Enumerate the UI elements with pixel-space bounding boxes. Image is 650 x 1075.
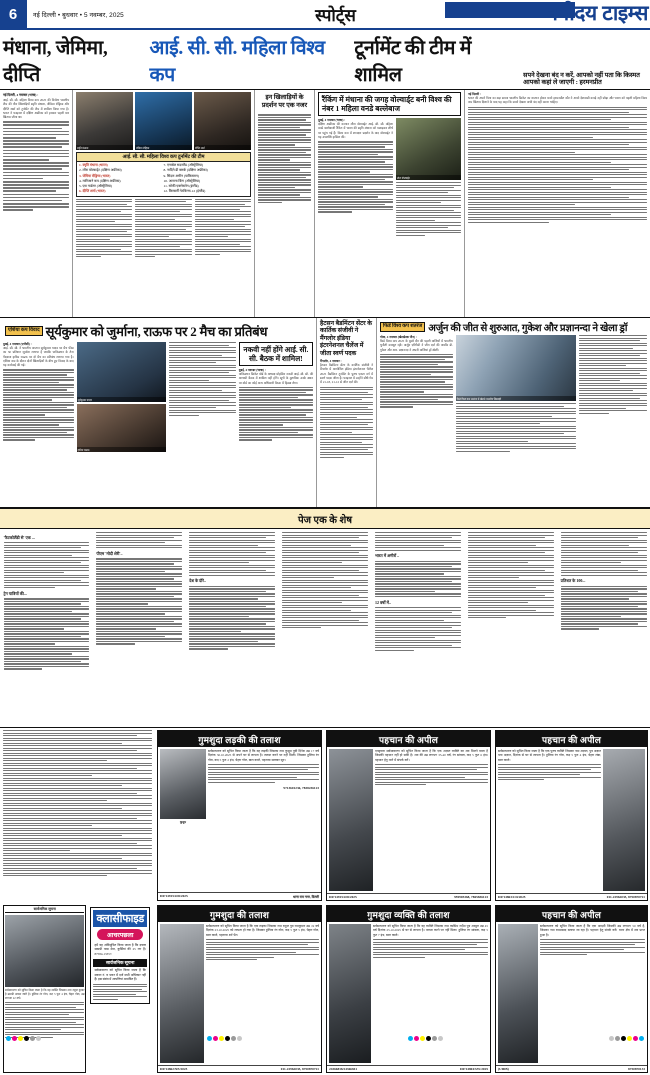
ad-missing-person-1[interactable] xyxy=(157,905,322,1073)
rest-subhead: 12 वर्षों में.. xyxy=(374,599,391,605)
masthead xyxy=(0,0,650,30)
chess-photo xyxy=(456,335,576,401)
missing-person-photo xyxy=(160,749,206,819)
ad-missing-girl[interactable] xyxy=(157,730,322,901)
rest-filler xyxy=(375,532,461,551)
ad-text xyxy=(540,924,645,1063)
surya-photos xyxy=(77,342,166,452)
lead-headline-row xyxy=(0,30,650,90)
page-rest-zone xyxy=(0,529,650,727)
ad-title: गुमशुदा व्यक्ति की तलाश xyxy=(327,906,490,922)
badminton-dateline: मैंगलोर, 4 नवम्बर : xyxy=(320,359,342,364)
rest-filler xyxy=(561,532,647,576)
classified-column xyxy=(88,905,152,1073)
player-photo-rodrigues xyxy=(135,92,192,150)
classified-body: हमें यह अधिसूचित किया जाता है कि दफ्तर सामग्री पास मेज, कुर्सियां की 25 नग हैं। 87584-13357. xyxy=(94,943,146,956)
team-member: 4. मारिजाने कप (दक्षिण अफ्रीका) xyxy=(79,178,121,183)
ad-description: सर्वसाधारण को सूचित किया जाता है कि एक लड़का जिसका नाम राहुल पुत्र रामकुमार उम्र 19 वर्ष दिनांक 23.10.2025 को लापता हो गया है। जिसका हुलिया रंग गोरा, कद 5 फुट 5 इंच, चेहरा गोल, बाल काले, पहनावा शर्ट पेंट। xyxy=(206,924,319,937)
ad-body xyxy=(158,747,321,892)
ad-address: थाना राम नगर, दिल्ली xyxy=(292,895,319,900)
team-member: 10. अलाना किंग (ऑस्ट्रेलिया) xyxy=(163,178,201,183)
rest-column-1 xyxy=(0,529,93,727)
surya-rauf-photo xyxy=(77,342,166,402)
team-member: 3. जेमिमा रोड्रिग्स (भारत) xyxy=(79,173,111,178)
chess-headline: अर्जुन की जीत से शुरुआत, गुकेश और प्रज्ञानन्दा ने खेला ड्रॉ xyxy=(428,323,628,334)
rest-column-5 xyxy=(371,529,464,727)
missing-person-photo xyxy=(329,924,371,1063)
rauf-photo xyxy=(77,404,166,452)
ad-body xyxy=(496,747,647,893)
rest-column-3 xyxy=(186,529,279,727)
chess-photo-wrap xyxy=(456,335,576,453)
photo-caption: हारिस राऊफ xyxy=(77,447,166,452)
volvaardt-photo xyxy=(396,118,461,180)
ad-description: सर्वसाधारण को सूचित किया जाता है कि वह व्यक्ति जिसका नाम कासिम नदीम पुत्र अब्दुल उम्र 45 वर्ष दिनांक 25.10.2025 से घर से लापता है। तलाश करने पर नहीं मिला। हुलिया रंग सांवला, कद 5 फुट 7 इंच, बाल काले। xyxy=(373,924,488,937)
ad-identification-appeal-2[interactable] xyxy=(495,730,648,901)
lead-body: आई. सी. सी. महिला विश्व कप 2025 की विजेता भारतीय टीम की तीन खिलाड़ियों स्मृति मंधाना, जेमिमा रोड्रिग्स और दीप्ति शर्मा को टूर्नामेंट की टीम में शामिल किया गया है। भारत ने फाइनल में दक्षिण अफ्रीका को हराकर पहली बार खिताब जीता था। xyxy=(3,98,69,120)
ad-title: पहचान की अपील xyxy=(496,731,647,747)
rest-column-7 xyxy=(557,529,650,727)
ranking-body: दक्षिण अफ्रीका की कप्तान लौरा वोल्वार्ड्ट आई. सी. सी. महिला वनडे बल्लेबाजी रैंकिंग में भारत की स्मृति मंधाना को पछाड़कर शीर्ष पर पहुंच गई हैं। विश्व कप में शानदार प्रदर्शन के बाद वोल्वार्ड्ट ने यह उपलब्धि हासिल की। xyxy=(318,122,393,140)
ad-phone: 24366838/24366841 xyxy=(329,1067,358,1072)
rest-filler xyxy=(4,598,90,669)
chess-filler-1 xyxy=(380,354,453,408)
lead-callout: इन खिलाड़ियों के प्रदर्शन पर एक नजर xyxy=(261,94,308,109)
player-photo-mandhana xyxy=(76,92,133,150)
ad-dp-number: DP/14804/SW/2025 xyxy=(460,1067,488,1072)
badminton-headline: हैटसन बैडमिंटन सेंटर के कार्तिक संजीवी ने मैंगलोर इंडिया इंटरनेशनल चैलेंज में जीता स्वर्ण पदक xyxy=(320,320,372,357)
ad-filler xyxy=(498,764,601,780)
naqvi-filler xyxy=(239,387,313,441)
classified-filler xyxy=(93,984,147,1000)
ranking-headline-box xyxy=(318,92,461,116)
section-title: स्पोर्ट्स xyxy=(315,5,356,25)
rest-filler xyxy=(468,532,554,618)
surya-headline-row xyxy=(3,320,313,341)
ad-filler xyxy=(540,939,645,955)
paper-name: नवोदय टाइम्स xyxy=(546,2,648,25)
left-continuation-column xyxy=(0,728,155,903)
ad-identification-appeal-1[interactable] xyxy=(326,730,491,901)
harmanpreet-dateline: नई दिल्ली : xyxy=(468,92,481,96)
team-list-title: आई. सी. सी. महिला विश्व कप टूर्नामेंट की टीम xyxy=(77,153,250,162)
rest-subhead: ट्रेन यात्रियों की... xyxy=(3,590,27,596)
chess-body-row xyxy=(380,335,647,453)
unidentified-photo xyxy=(498,924,538,1063)
ranking-photo-filler xyxy=(396,182,461,236)
classified-ads-row-2 xyxy=(0,903,650,1075)
classified-body-2: सर्वसाधारण को सूचित किया जाता है कि मकान नं. व भवन में दर्ज सभी अधिकार नहीं हैं। इस संबंध में आपत्तियां आमंत्रित हैं। xyxy=(94,968,146,982)
ad-footer xyxy=(327,893,490,900)
middle-story-zone xyxy=(0,318,650,508)
team-list-right xyxy=(164,163,249,195)
rest-filler xyxy=(96,532,182,548)
ad-dp-number: DP/14915/OD/2025 xyxy=(160,894,188,899)
classified-subhead: सार्वजनिक सूचना xyxy=(93,959,147,967)
rest-column-6 xyxy=(464,529,557,727)
rest-filler xyxy=(4,542,90,588)
ad-header: सार्वजनिक सूचना xyxy=(5,907,84,913)
photo-caption: जेमिमा रोड्रिग्स xyxy=(135,145,192,150)
ad-description: सर्वसाधारण को सूचित किया जाता है कि एक आदमी जिसकी उम्र लगभग 50 वर्ष है, जिसका नाम रामप्रसाद बताया जा रहा है। पहचान हेतु संपर्क करें। थाना क्षेत्र में शव प्राप्त हुआ है। xyxy=(540,924,645,937)
ranking-dateline: दुबई, 4 नवम्बर (भाषा) : xyxy=(318,118,346,123)
chess-headline-row xyxy=(380,320,647,335)
ad-body xyxy=(496,922,647,1065)
cmyk-marks-left xyxy=(6,1036,41,1041)
rest-filler xyxy=(375,561,461,597)
ad-filler xyxy=(5,1002,84,1038)
ad-title: पहचान की अपील xyxy=(496,906,647,922)
rest-filler xyxy=(96,558,182,644)
team-member: 12. किम्बर्ली नेटकिन्स-12 (इंग्लैंड) xyxy=(163,189,206,194)
rest-subhead: भारत में अमीरों .. xyxy=(374,553,400,559)
ad-identification-appeal-3[interactable] xyxy=(495,905,648,1073)
ad-phone: 9713601236, 7838236123 xyxy=(283,785,319,790)
ad-phone: 959905368, 7865836123 xyxy=(454,895,488,900)
surya-filler-2 xyxy=(169,342,236,452)
callout-filler xyxy=(258,114,311,203)
ad-footer xyxy=(158,892,321,900)
chess-text xyxy=(380,335,453,453)
ad-phone: 8750870133 xyxy=(628,1067,645,1072)
callout-column xyxy=(254,90,314,317)
ad-dp-number: DP/14862/NE/2025 xyxy=(160,1067,188,1072)
ad-description: सर्वसाधारण को सूचित किया जाता है कि वह लड़की जिसका नाम कुसुम पुत्री दिनेश उम्र 17 वर्ष दिनांक 30.10.2025 से अपने घर से लापता है। तलाश करने पर नहीं मिली। जिसका हुलिया रंग गोरा, कद 5 फुट 2 इंच, चेहरा गोल, बाल काले, पहनावा सलवार सूट। xyxy=(208,749,319,762)
ad-missing-person-2[interactable] xyxy=(326,905,491,1073)
team-member: 6. दीप्ति शर्मा (भारत) xyxy=(79,189,106,194)
ad-filler xyxy=(373,939,488,958)
ad-text xyxy=(375,749,488,891)
harmanpreet-column xyxy=(464,90,650,317)
fide-worldcup-badge: फिडे विश्व कप शतरंज xyxy=(380,322,425,332)
lead-body-filler xyxy=(3,121,69,211)
ad-filler xyxy=(208,764,319,783)
top-story-zone xyxy=(0,90,650,318)
surya-body: आई. सी. सी. ने भारतीय कप्तान सूर्यकुमार यादव पर मैच फीस का 30 प्रतिशत जुर्माना लगाया है जबकि पाकिस्तान के तेज गेंदबाज हारिस राऊफ पर दो मैच का प्रतिबंध लगाया गया है। एशिया कप के दौरान दोनों खिलाड़ियों के बीच हुए विवाद के बाद यह कार्रवाई की गई। xyxy=(3,346,74,368)
lead-text-column xyxy=(0,90,72,317)
photo-caption: सूर्यकुमार यादव xyxy=(77,397,166,402)
lead-sub-filler-1 xyxy=(76,199,132,259)
ranking-headline: रैंकिंग में मंधाना की जगह वोल्वार्ड्ट बनी विश्व की नंबर 1 महिला वनडे बल्लेबाज xyxy=(322,95,452,114)
player-photos xyxy=(76,92,251,150)
ad-description: सर्वसाधारण को सूचित किया जाता है कि यह व्यक्ति जिसका नाम राहुल कुमार है उसकी तलाश जारी है। हुलिया रंग गोरा, कद 5 फुट 4 इंच, चेहरा गोल, उम्र लगभग 22 वर्ष। xyxy=(5,989,85,1000)
rest-filler xyxy=(189,586,275,650)
ad-dp-number: DP/14915/OD/2025 xyxy=(329,895,357,900)
rest-filler xyxy=(282,532,368,628)
ranking-photo-wrap xyxy=(396,118,461,237)
missing-person-photo xyxy=(160,924,204,1063)
surya-story-column xyxy=(0,318,316,507)
team-member: 11. सोफी एक्लेस्टोन (इंग्लैंड) xyxy=(163,184,199,188)
registration-marks-row xyxy=(0,1034,650,1042)
rest-filler xyxy=(375,607,461,651)
cmyk-marks-right xyxy=(609,1036,644,1041)
ad-phone: 011-22962035, 8750870721 xyxy=(280,1067,319,1072)
unidentified-photo xyxy=(329,749,373,891)
surya-text-1 xyxy=(3,342,74,452)
player-photo-deepti xyxy=(194,92,251,150)
players-photo-column xyxy=(72,90,254,317)
unidentified-photo xyxy=(603,749,645,891)
team-member: 2. लौरा वोल्वार्ड्ट (दक्षिण अफ्रीका) xyxy=(79,168,122,173)
lead-headline-part1: मंधाना, जेमिमा, दीप्ति xyxy=(3,38,108,86)
page-number: 6 xyxy=(0,0,26,28)
ad-title: पहचान की अपील xyxy=(327,731,490,747)
ad-dp-number: DP/14863/CD/2025 xyxy=(498,895,526,900)
harmanpreet-body: भारत की अपने पिता का बड़ा सपना भारतीय क्रिकेट का कप्तान होकर बनने हरमनप्रीत कौर ने अपने देशवासी कपड़े नहीं छोड़ा और भारत को पहली महिला विश्व कप खिताब दिलाने के बाद यह कहा कि सपने देखना कभी बंद नहीं करना चाहिए। xyxy=(468,96,647,105)
naqvi-body: पाकिस्तान क्रिकेट बोर्ड के अध्यक्ष मोहसिन नकवी आई. सी. सी. की आगामी बैठक में शामिल नहीं होंगे। सूत्रों के मुताबिक उनके स्थान पर बोर्ड का कोई अन्य अधिकारी बैठक में हिस्सा लेगा। xyxy=(238,372,314,385)
rest-column-4 xyxy=(279,529,372,727)
ad-footer xyxy=(496,1065,647,1072)
chess-filler-3 xyxy=(579,335,647,453)
chess-body: फिडे विश्व कप 2025 के दूसरे दौर की पहली बाजियों में भारतीय चुनौती मजबूत रही। अर्जुन एरिगैसी ने जीत दर्ज की जबकि डी. गुकेश और आर. प्रज्ञानन्दा ने अपनी बाजियां ड्रॉ खेलीं। xyxy=(380,339,453,352)
rest-subhead: देश के दौरे.. xyxy=(189,578,206,584)
cmyk-marks-mid-left xyxy=(207,1036,242,1041)
harmanpreet-headline: सपने देखना बंद न करें, आपको नहीं पता कि किस्मत आपको कहां ले जाएगी : हरमनप्रीत xyxy=(523,71,640,87)
team-member: 8. नादिने डी क्लर्क (दक्षिण अफ्रीका) xyxy=(163,168,208,173)
ad-dp-number: (UIDB) xyxy=(498,1067,509,1072)
rest-column-2 xyxy=(93,529,186,727)
surya-dateline: दुबई, 4 नवम्बर (एजेंसी) : xyxy=(3,342,32,346)
classified-box[interactable] xyxy=(90,907,150,1004)
rest-subhead: प्रतिशत के 100... xyxy=(560,578,586,584)
ad-text xyxy=(498,749,601,891)
lead-dateline: नई दिल्ली, 4 नवम्बर (भाषा) : xyxy=(3,93,39,97)
team-member: 7. एनाबेल सदरलैंड (ऑस्ट्रेलिया) xyxy=(163,163,204,167)
photo-caption: लौरा वोल्वार्ड्ट xyxy=(396,175,461,180)
team-member: 1. स्मृति मंधाना (भारत) xyxy=(79,163,108,167)
surya-body-row xyxy=(3,342,313,452)
team-list-columns xyxy=(77,162,250,196)
page-rest-banner: पेज एक के शेष xyxy=(0,508,650,529)
ad-phone: 011-22962035, 8750870721 xyxy=(606,895,645,900)
badminton-column xyxy=(316,318,376,507)
left-cont-filler xyxy=(3,730,152,876)
naqvi-headline: नकवी नहीं होंगे आई. सी. सी. बैठक में शामिल! xyxy=(239,342,313,366)
harmanpreet-filler xyxy=(468,107,647,223)
ad-title: गुमशुदा लड़की की तलाश xyxy=(158,731,321,747)
badminton-filler xyxy=(320,387,373,458)
lead-subcolumns xyxy=(76,199,251,259)
ad-description: सर्वसाधारण को सूचित किया जाता है कि एक पुरुष व्यक्ति जिसका नाम अज्ञात, पुत्र अज्ञात पता अज्ञात, दिनांक से घर से लापता है। हुलिया रंग गोरा, कद 5 फुट 4 इंच, चेहरा लंबा, बाल काले। xyxy=(498,749,601,762)
ad-filler xyxy=(206,939,319,960)
lead-sub-filler-3 xyxy=(195,199,251,259)
classified-title: क्लासीफाइड xyxy=(93,910,147,927)
ad-filler xyxy=(375,764,488,785)
rest-subhead: 'फैटकोलैंडी से' एक ... xyxy=(3,534,35,540)
photo-caption: स्मृति मंधाना xyxy=(76,145,133,150)
team-list-box xyxy=(76,152,251,197)
paper-logo-area xyxy=(445,0,650,28)
photo-caption: दीप्ति शर्मा xyxy=(194,145,251,150)
ranking-body-row xyxy=(318,118,461,237)
rest-filler xyxy=(189,532,275,576)
ad-photo-wrap xyxy=(160,749,206,890)
rest-subhead: पीएम 'मोदी शेरी'.. xyxy=(96,550,123,556)
ad-text xyxy=(208,749,319,890)
naqvi-sub-story xyxy=(239,342,313,452)
missing-person-photo xyxy=(5,915,84,987)
badminton-body: हैटसन बैडमिंटन सेंटर के कार्तिक संजीवी ने मैंगलोर में आयोजित इंडिया इंटरनेशनल चैलेंज 2025 बैडमिंटन टूर्नामेंट के पुरुष एकल वर्ग में स्वर्ण पदक जीता है। फाइनल में उन्होंने सीधे गेम में 21-18, 21-12 से जीत दर्ज की। xyxy=(320,363,373,385)
ad-footer xyxy=(496,893,647,900)
cmyk-marks-mid-right xyxy=(408,1036,443,1041)
photo-caption: फिडे विश्व कप शतरंज में खेलते भारतीय खिलाड़ी xyxy=(456,396,576,401)
ad-text xyxy=(206,924,319,1063)
surya-headline: सूर्यकुमार को जुर्माना, राऊफ पर 2 मैच का प्रतिबंध xyxy=(45,324,268,339)
chess-filler-2 xyxy=(456,403,576,452)
asia-cup-badge: एशिया कप विवाद xyxy=(5,326,43,336)
classified-subtitle: आचरपछला xyxy=(97,929,143,940)
rest-filler xyxy=(561,586,647,630)
surya-filler-1 xyxy=(3,369,74,440)
ad-public-notice-left[interactable] xyxy=(3,905,86,1073)
lead-headline-part3: टूर्नामेंट की टीम में शामिल xyxy=(354,38,472,86)
lead-headline-part2: आई. सी. सी. महिला विश्व कप xyxy=(149,38,325,86)
dateline: नई दिल्ली • बुधवार • 5 नवम्बर, 2025 xyxy=(26,0,226,28)
ranking-text xyxy=(318,118,393,237)
team-member: 9. सिदरा अमीन (पाकिस्तान) xyxy=(163,173,199,178)
chess-dateline: गोवा, 4 नवम्बर (खेलडेस्क जैन) : xyxy=(380,335,417,339)
ranking-filler xyxy=(318,141,393,212)
classified-ads-row-1 xyxy=(0,727,650,903)
ranking-story-column xyxy=(314,90,464,317)
ad-text xyxy=(373,924,488,1063)
ad-footer xyxy=(327,1065,490,1072)
left-ads-column xyxy=(0,903,155,1075)
team-list-left xyxy=(79,163,164,195)
ad-body xyxy=(327,922,490,1065)
ad-footer xyxy=(158,1065,321,1072)
ad-body xyxy=(327,747,490,893)
chess-column xyxy=(376,318,650,507)
ad-body xyxy=(158,922,321,1065)
naqvi-dateline: दुबई, 4 नवम्बर (भाषा) : xyxy=(238,368,266,373)
team-member: 5. एश गार्डनर (ऑस्ट्रेलिया) xyxy=(79,184,112,188)
lead-sub-filler-2 xyxy=(135,199,191,259)
ad-description: एतद्द्वारा सर्वसाधारण को सूचित किया जाता है कि एक अज्ञात व्यक्ति का शव मिलने वाला है जिसकी पहचान नहीं हो सकी है। शव की उम्र लगभग 35-40 वर्ष, रंग सांवला, कद 5 फुट 6 इंच। पहचान हेतु थाने में संपर्क करें। xyxy=(375,749,488,762)
ad-title: गुमशुदा की तलाश xyxy=(158,906,321,922)
ad-person-name: कुसुम xyxy=(179,819,187,824)
